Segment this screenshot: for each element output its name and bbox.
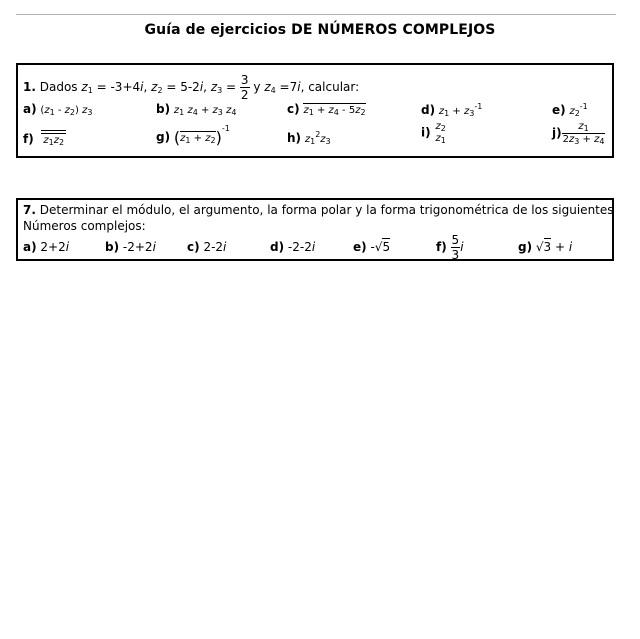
ex7-item-a-value: 2+2: [40, 240, 66, 254]
ex7-item-d-value: -2-2: [287, 240, 312, 254]
item-b-label: b): [156, 102, 171, 116]
ex7-item-b: b) -2+2i: [105, 240, 156, 254]
item-h: [287, 130, 331, 146]
exercise-7-number: 7.: [23, 203, 36, 217]
z2-value: = 5-2: [162, 80, 200, 94]
item-d: [421, 102, 482, 118]
ex7-item-b-value: -2+2: [122, 240, 153, 254]
ex7-item-e: e) -√5: [353, 240, 391, 254]
item-i: [421, 121, 447, 145]
exercise-7-text: Determinar el módulo, el argumento, la forma polar y la forma trigonométrica de los siguientes: [39, 203, 614, 217]
z1-value: = -3+4: [92, 80, 141, 94]
exercise-1-intro: Dados: [39, 80, 78, 94]
z3-denominator: 2: [240, 88, 249, 102]
item-g: g) $(z_1 + z_2)^{-1}$: [156, 124, 230, 147]
item-e-expr: $z_2^{-1}$: [569, 102, 588, 118]
item-i-expr: $z_2$ $z_1$: [435, 121, 446, 145]
z4-var: z: [264, 80, 271, 94]
page-title: Guía de ejercicios DE NÚMEROS COMPLEJOS: [144, 22, 496, 38]
item-f: [23, 130, 66, 147]
z1-var: z: [81, 80, 88, 94]
z1-sub: 1: [87, 86, 93, 95]
z3-sub: 3: [217, 86, 223, 95]
z4-value: =7: [275, 80, 298, 94]
z2-var: z: [151, 80, 158, 94]
item-g-expr: $z_1 + z_2$: [180, 133, 216, 145]
item-g-label: g): [156, 130, 171, 144]
item-d-expr: $z_1 + z_3^{-1}$: [438, 102, 483, 118]
exercise-1-statement: 1. Dados $z_1 = -3+4i$, $z_2 = 5-2i$, $z_3$ = $\frac{3}{2}$ y $z_4 =7i$, calcular:: [23, 73, 360, 102]
item-e: [552, 102, 588, 118]
item-a-label: a): [23, 102, 37, 116]
exercise-1-number: 1.: [23, 80, 36, 94]
imag-unit: i: [297, 80, 301, 94]
imag-unit: i: [140, 80, 144, 94]
ex7-item-a: a) 2+2i: [23, 240, 70, 254]
z3-fraction: [240, 73, 250, 102]
item-e-label: e): [552, 103, 566, 117]
exercise-7-line1: [23, 203, 614, 217]
item-i-label: i): [421, 125, 431, 140]
item-j-expr: $\frac{z_1}{2z_3 + z_4}$: [562, 121, 605, 146]
ex7-item-c: c) 2-2i: [187, 240, 227, 254]
calcular-text: , calcular:: [300, 80, 360, 94]
item-c: [287, 102, 366, 117]
item-h-expr: $z_1^2z_3$: [304, 130, 331, 146]
item-c-expr: $z_1 + z_4 - 5z_2$: [303, 105, 366, 117]
item-a-expr: $(z_1 - z_2)$ $z_3$: [40, 105, 93, 117]
top-rule: [16, 14, 616, 15]
z3-var: z: [210, 80, 218, 94]
ex7-item-e-value: -: [370, 240, 375, 254]
item-h-label: h): [287, 131, 302, 145]
ex7-item-g: g) √3 + i: [518, 240, 573, 254]
item-d-label: d): [421, 103, 436, 117]
item-a: [23, 102, 92, 117]
ex7-item-d: d) -2-2i: [270, 240, 316, 254]
item-b: [156, 102, 236, 117]
z3-numerator: 3: [240, 73, 249, 87]
z2-sub: 2: [157, 86, 163, 95]
and-word: y: [253, 80, 261, 94]
item-c-label: c): [287, 102, 300, 116]
item-f-expr: $z_1z_2$: [41, 130, 66, 147]
item-b-expr: $z_1$ $z_4 + z_3$ $z_4$: [173, 105, 237, 117]
z4-sub: 4: [270, 86, 276, 95]
item-j: [552, 121, 605, 146]
ex7-item-c-value: 2-2: [203, 240, 224, 254]
item-j-label: j): [552, 126, 562, 140]
exercise-7-line2: Números complejos:: [23, 219, 146, 233]
item-f-label: f): [23, 132, 34, 146]
ex7-item-f: f) $\frac{5}{3}$ i: [436, 233, 464, 262]
ex7-item-f-fraction: $\frac{5}{3}$: [451, 233, 460, 262]
imag-unit: i: [199, 80, 204, 94]
